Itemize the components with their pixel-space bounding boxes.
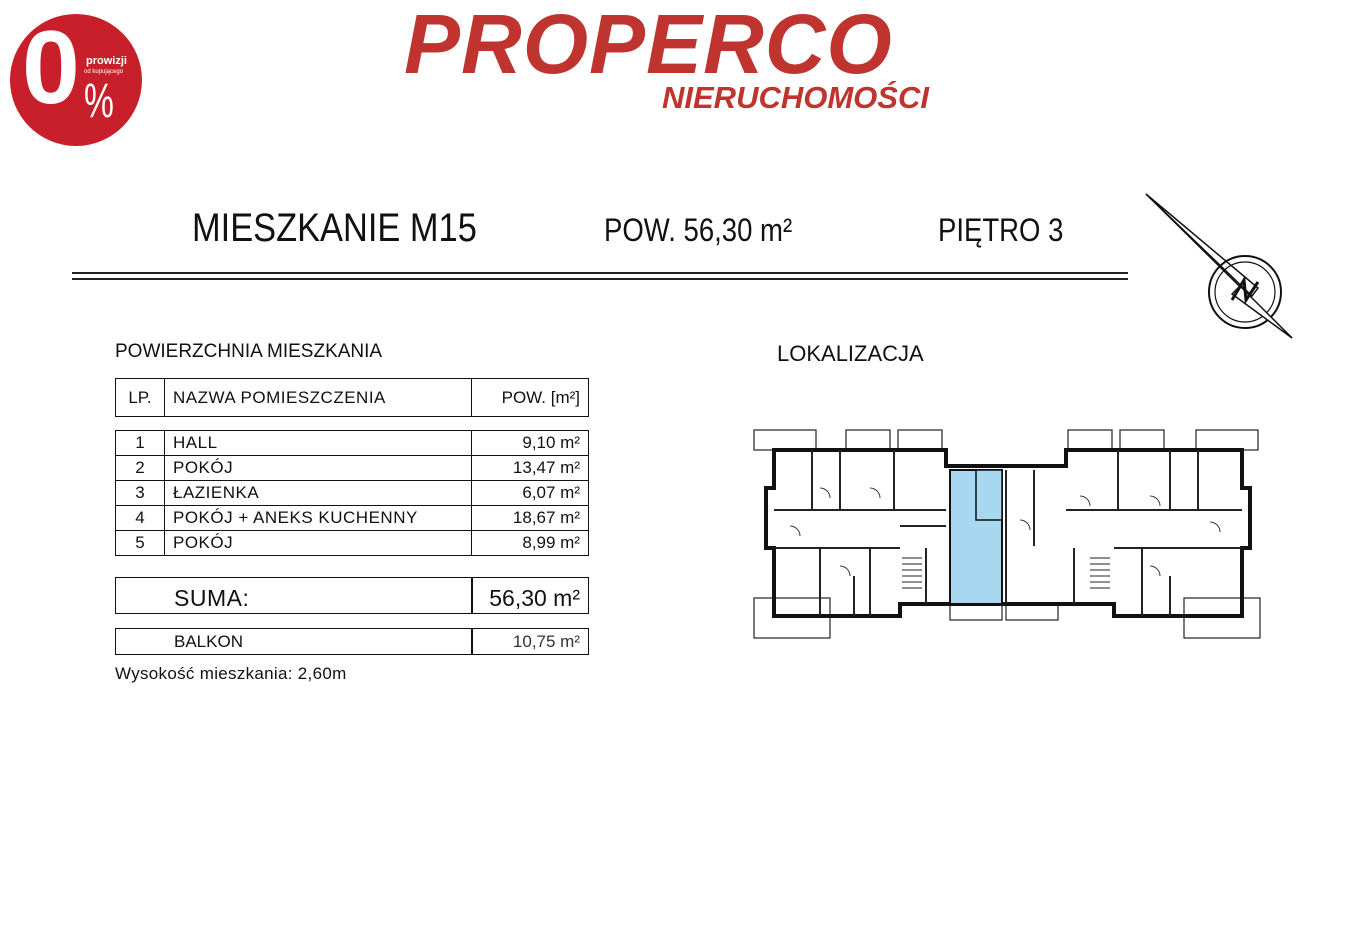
header-lp: LP. (116, 379, 165, 417)
apartment-area: POW. 56,30 m² (604, 212, 793, 248)
header-name: NAZWA POMIESZCZENIA (165, 379, 472, 417)
room-table-header (115, 378, 589, 417)
area-section-title: POWIERZCHNIA MIESZKANIA (115, 341, 383, 362)
zero-commission-badge (10, 10, 142, 146)
sum-divider (471, 577, 473, 614)
balcony-value: 10,75 m² (512, 632, 580, 651)
north-arrow-icon (1140, 188, 1300, 348)
brand-subtitle: NIERUCHOMOŚCI (662, 80, 929, 115)
row-area: 6,07 m² (472, 481, 589, 506)
row-name: HALL (165, 431, 472, 456)
room-table (115, 430, 589, 556)
apartment-height-note: Wysokość mieszkania: 2,60m (115, 664, 347, 683)
balcony-label: BALKON (174, 632, 243, 651)
table-row (116, 431, 589, 456)
badge-line1: prowizji (86, 55, 127, 67)
row-lp: 1 (116, 431, 165, 456)
badge-zero: 0 (22, 10, 80, 126)
table-row (116, 481, 589, 506)
balcony-divider (471, 628, 473, 655)
badge-percent: % (84, 75, 114, 128)
row-lp: 4 (116, 506, 165, 531)
table-row (116, 456, 589, 481)
table-row (116, 531, 589, 556)
header-rule-bottom (72, 278, 1128, 280)
row-area: 9,10 m² (472, 431, 589, 456)
row-area: 18,67 m² (472, 506, 589, 531)
table-row (116, 506, 589, 531)
row-lp: 2 (116, 456, 165, 481)
header-rule-top (72, 272, 1128, 274)
row-lp: 3 (116, 481, 165, 506)
sum-label: SUMA: (174, 585, 250, 611)
apartment-title: MIESZKANIE M15 (192, 206, 477, 250)
floor-plan-map (750, 426, 1264, 642)
row-name: POKÓJ (165, 531, 472, 556)
location-title: LOKALIZACJA (777, 341, 924, 366)
row-area: 13,47 m² (472, 456, 589, 481)
row-lp: 5 (116, 531, 165, 556)
header-area: POW. [m²] (472, 379, 589, 417)
badge-line2: od kupującego (84, 69, 124, 75)
row-name: POKÓJ (165, 456, 472, 481)
row-name: POKÓJ + ANEKS KUCHENNY (165, 506, 472, 531)
brand-logo: PROPERCO (404, 0, 893, 91)
apartment-floor: PIĘTRO 3 (938, 212, 1064, 248)
row-name: ŁAZIENKA (165, 481, 472, 506)
row-area: 8,99 m² (472, 531, 589, 556)
sum-value: 56,30 m² (489, 585, 580, 611)
